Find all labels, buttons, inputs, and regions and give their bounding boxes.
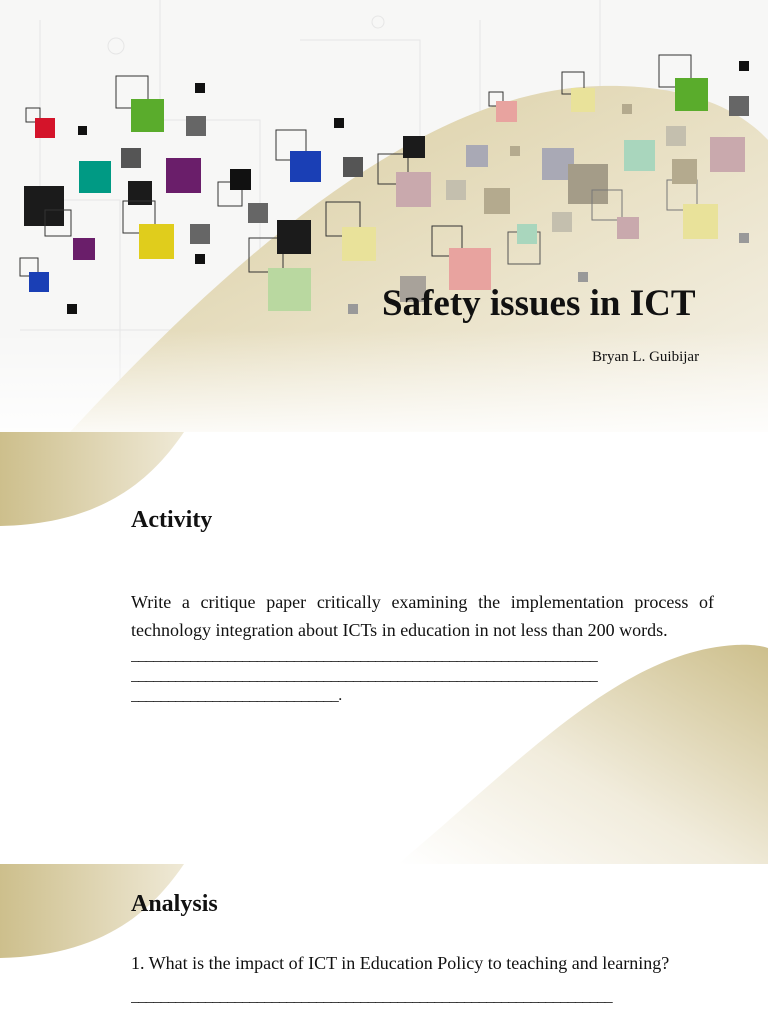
- activity-heading: Activity: [131, 507, 213, 533]
- answer-lines: _______________________________________________________________ _______________________________________________________________ ____________________________.: [131, 647, 598, 704]
- author-name: Bryan L. Guibijar: [592, 349, 700, 365]
- cover-slide: [0, 0, 768, 432]
- activity-slide: [0, 432, 768, 864]
- analysis-heading: Analysis: [131, 891, 218, 917]
- answer-line: _________________________________________________________________: [131, 988, 613, 1005]
- analysis-slide: [0, 864, 768, 1024]
- analysis-question-1: 1. What is the impact of ICT in Education Policy to teaching and learning?: [131, 953, 670, 973]
- cover-decoration: [0, 0, 768, 432]
- activity-prompt: Write a critique paper critically examining the implementation process of technology integration about ICTs in education in not less than 200 words.: [131, 592, 714, 640]
- slide-title: Safety issues in ICT: [382, 283, 696, 324]
